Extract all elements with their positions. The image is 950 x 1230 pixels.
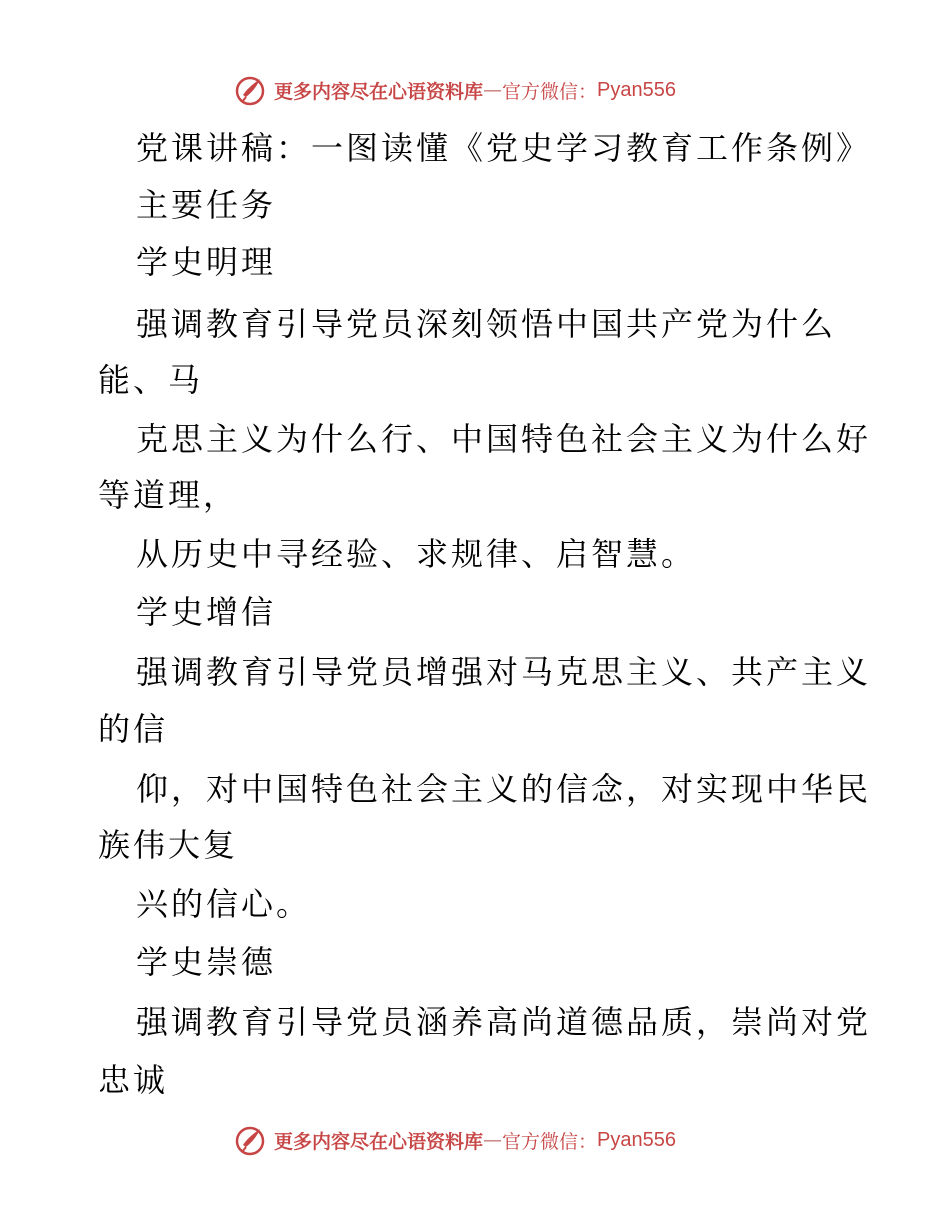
subsection-heading: 学史崇德 [136, 943, 277, 981]
paragraph-line: 兴的信心。 [136, 885, 312, 923]
section-heading: 主要任务 [136, 186, 277, 224]
quill-pen-logo-icon [234, 1123, 268, 1157]
subsection-heading: 学史增信 [136, 593, 277, 631]
paragraph-line: 族伟大复 [98, 826, 239, 864]
paragraph-line: 强调教育引导党员深刻领悟中国共产党为什么 [136, 305, 837, 343]
banner-main-text: 更多内容尽在心语资料库 [274, 80, 484, 103]
header-watermark-banner [234, 72, 676, 108]
paragraph-line: 强调教育引导党员涵养高尚道德品质，崇尚对党 [136, 1003, 872, 1041]
paragraph-line: 的信 [98, 710, 169, 748]
quill-pen-logo-icon [234, 73, 268, 107]
banner-wechat-label: 官方微信： [502, 80, 598, 103]
paragraph-line: 等道理， [98, 476, 239, 514]
document-title: 党课讲稿：一图读懂《党史学习教育工作条例》 [136, 129, 872, 167]
banner-wechat-id: Pyan556 [597, 1128, 676, 1151]
footer-watermark-banner [234, 1122, 676, 1158]
paragraph-line: 从历史中寻经验、求规律、启智慧。 [136, 535, 697, 573]
paragraph-line: 忠诚 [98, 1061, 169, 1099]
paragraph-line: 仰，对中国特色社会主义的信念，对实现中华民 [136, 770, 872, 808]
banner-main-text: 更多内容尽在心语资料库 [274, 1130, 484, 1153]
paragraph-line: 能、马 [98, 361, 204, 399]
banner-dash: — [483, 79, 503, 101]
banner-wechat-id: Pyan556 [597, 78, 676, 101]
paragraph-line: 克思主义为什么行、中国特色社会主义为什么好 [136, 420, 872, 458]
banner-dash: — [483, 1129, 503, 1151]
subsection-heading: 学史明理 [136, 243, 277, 281]
banner-wechat-label: 官方微信： [502, 1130, 598, 1153]
paragraph-line: 强调教育引导党员增强对马克思主义、共产主义 [136, 653, 872, 691]
